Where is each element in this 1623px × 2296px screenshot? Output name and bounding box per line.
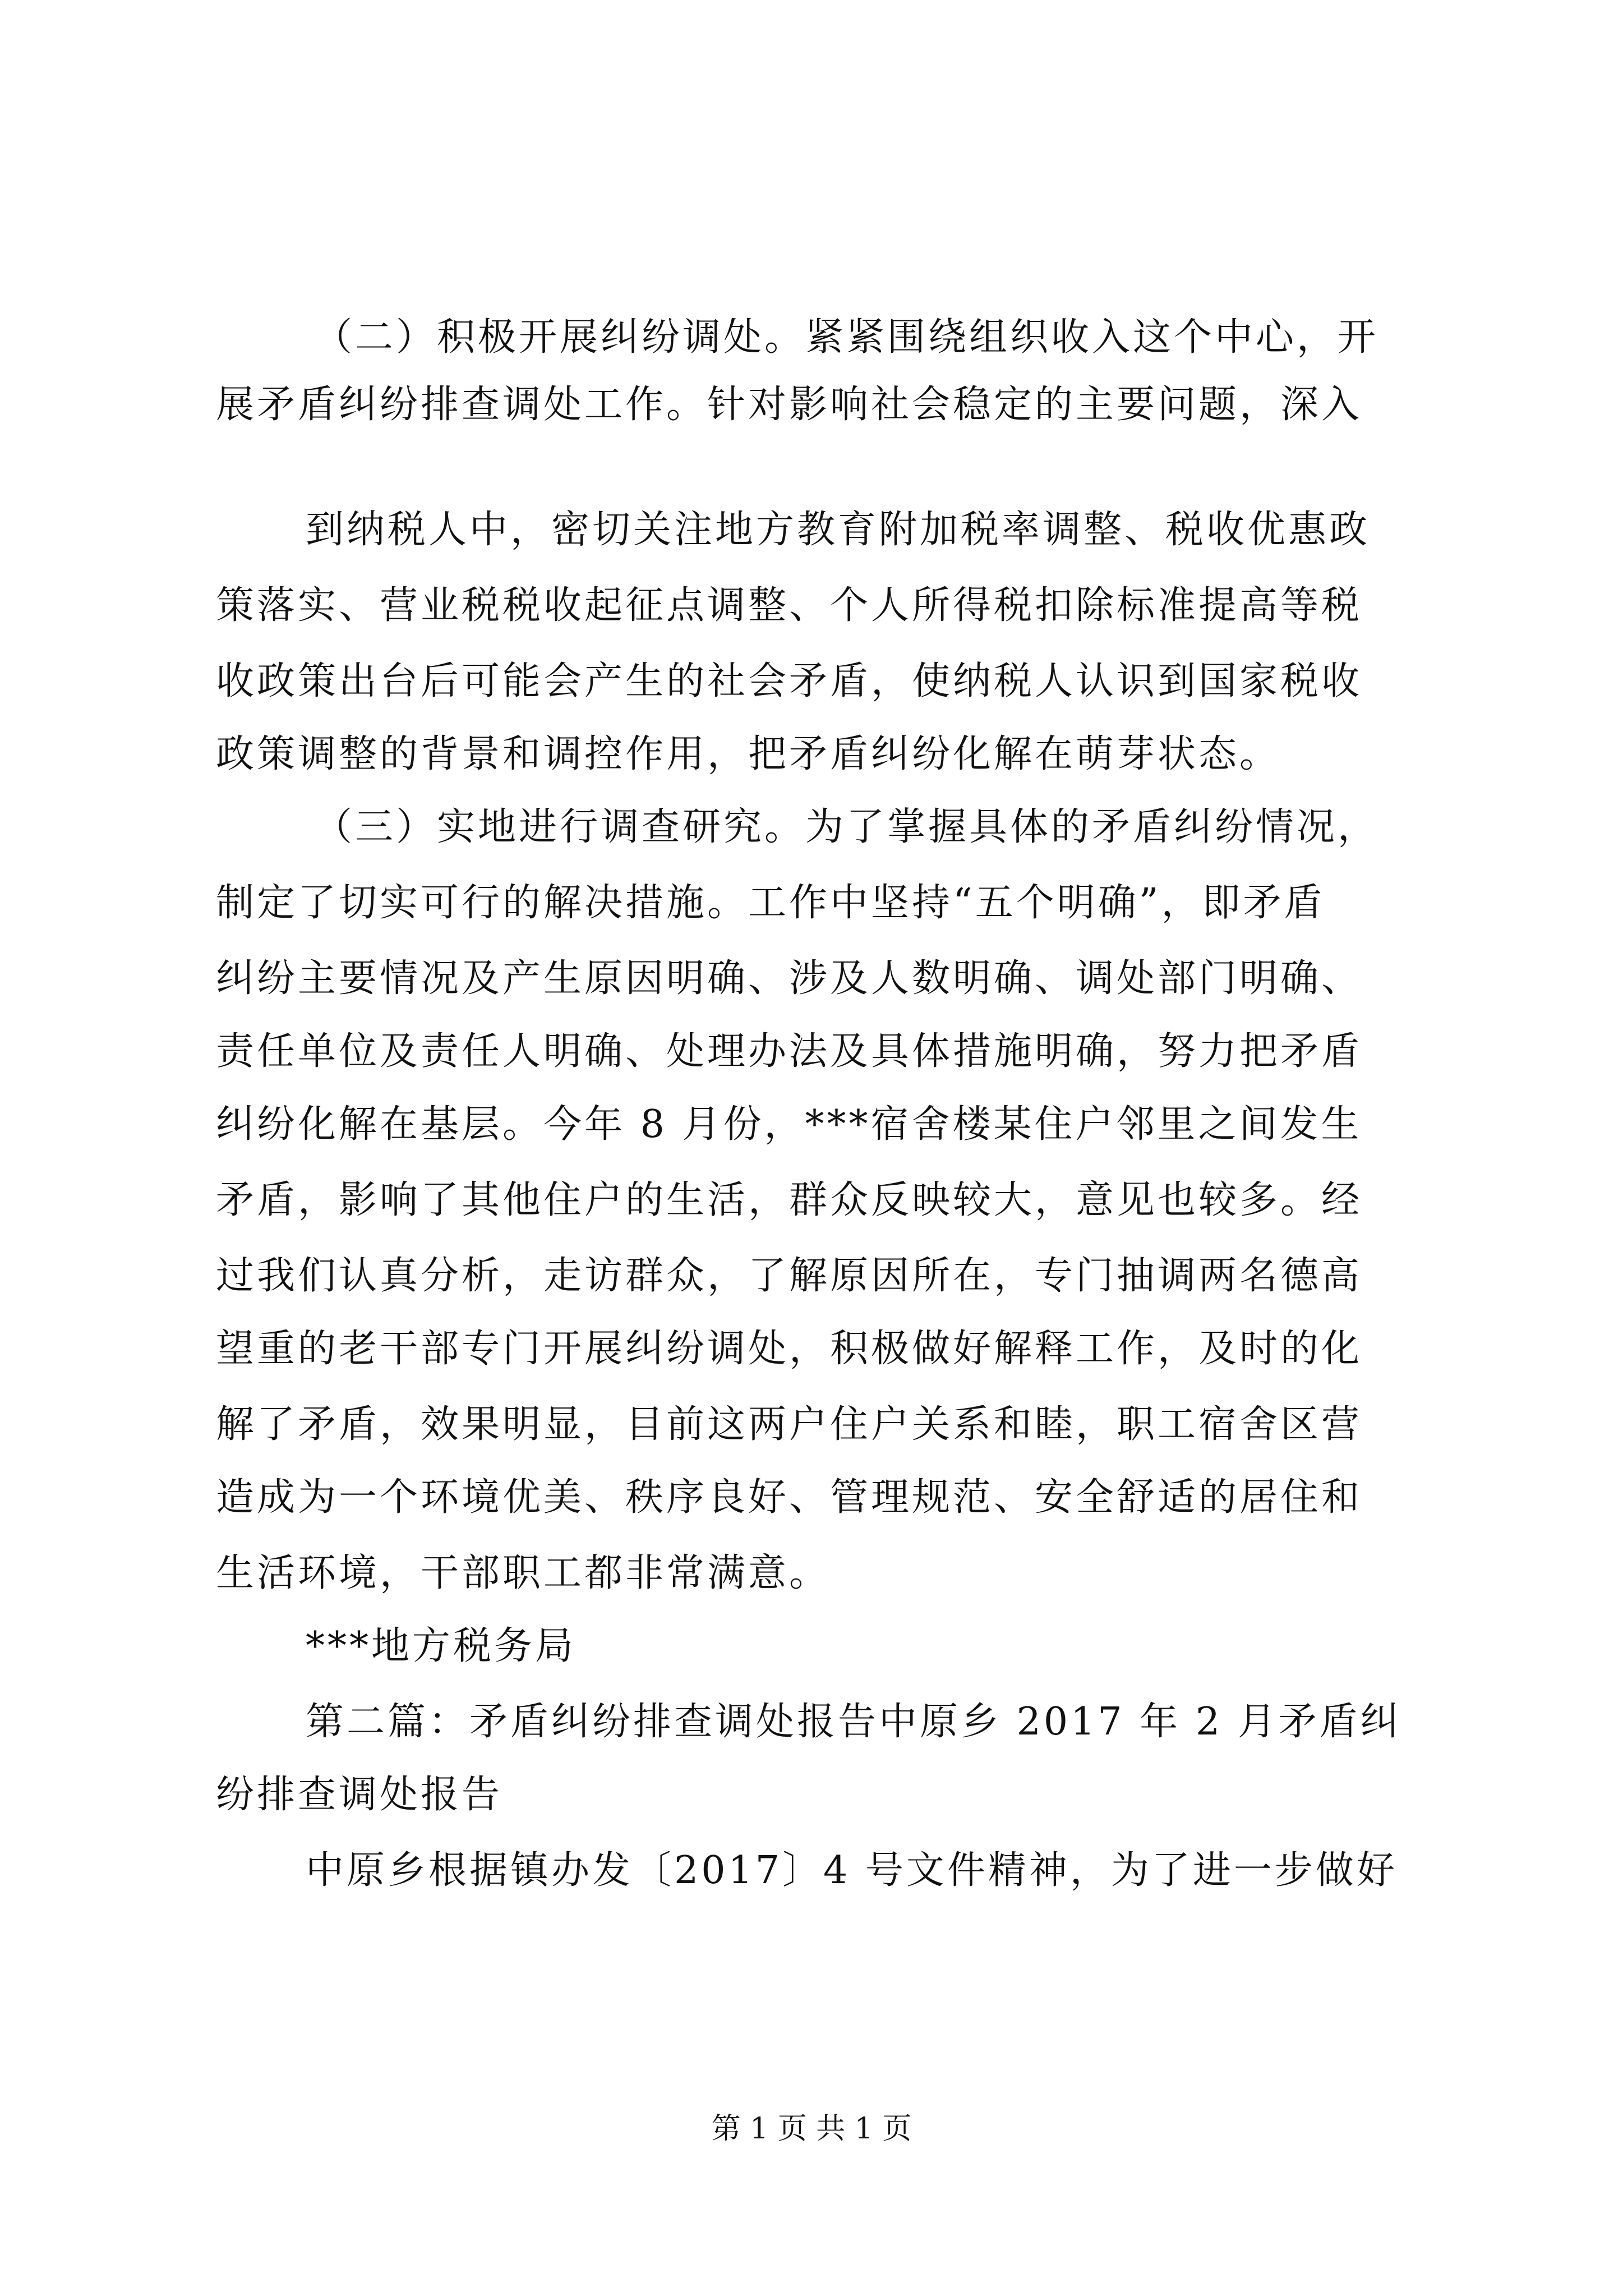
issuer-name: ***地方税务局 <box>306 1624 577 1668</box>
paragraph-3-line-7: 过我们认真分析，走访群众，了解原因所在，专门抽调两名德高 <box>216 1254 1363 1298</box>
paragraph-3-line-11: 生活环境，干部职工都非常满意。 <box>216 1551 831 1595</box>
paragraph-2-line-1: （二）积极开展纠纷调处。紧紧围绕组织收入这个中心，开 <box>314 315 1379 360</box>
paragraph-2-line-2: 展矛盾纠纷排查调处工作。针对影响社会稳定的主要问题，深入 <box>216 383 1363 427</box>
paragraph-3-line-8: 望重的老干部专门开展纠纷调处，积极做好解释工作，及时的化 <box>216 1327 1363 1371</box>
page-footer: 第 1 页 共 1 页 <box>711 2112 912 2146</box>
paragraph-2-line-4: 策落实、营业税税收起征点调整、个人所得税扣除标准提高等税 <box>216 583 1363 628</box>
paragraph-4-line-1: 中原乡根据镇办发〔2017〕4 号文件精神，为了进一步做好 <box>306 1848 1398 1893</box>
paragraph-3-line-10: 造成为一个环境优美、秩序良好、管理规范、安全舒适的居住和 <box>216 1475 1363 1520</box>
paragraph-3-line-3: 纠纷主要情况及产生原因明确、涉及人数明确、调处部门明确、 <box>216 956 1363 1001</box>
paragraph-2-line-5: 收政策出台后可能会产生的社会矛盾，使纳税人认识到国家税收 <box>216 659 1363 703</box>
section-heading-line-1: 第二篇：矛盾纠纷排查调处报告中原乡 2017 年 2 月矛盾纠 <box>306 1700 1401 1744</box>
paragraph-2-line-3: 到纳税人中，密切关注地方教育附加税率调整、税收优惠政 <box>306 508 1371 552</box>
paragraph-2-line-6: 政策调整的背景和调控作用，把矛盾纠纷化解在萌芽状态。 <box>216 732 1281 776</box>
paragraph-3-line-1: （三）实地进行调查研究。为了掌握具体的矛盾纠纷情况， <box>314 805 1379 849</box>
section-heading-line-2: 纷排查调处报告 <box>216 1773 503 1817</box>
paragraph-3-line-2: 制定了切实可行的解决措施。工作中坚持“五个明确”，即矛盾 <box>216 881 1325 925</box>
paragraph-3-line-4: 责任单位及责任人明确、处理办法及具体措施明确，努力把矛盾 <box>216 1029 1363 1074</box>
paragraph-3-line-6: 矛盾，影响了其他住户的生活，群众反映较大，意见也较多。经 <box>216 1178 1363 1222</box>
paragraph-3-line-9: 解了矛盾，效果明显，目前这两户住户关系和睦，职工宿舍区营 <box>216 1402 1363 1447</box>
paragraph-3-line-5: 纠纷化解在基层。今年 8 月份，***宿舍楼某住户邻里之间发生 <box>216 1102 1362 1147</box>
